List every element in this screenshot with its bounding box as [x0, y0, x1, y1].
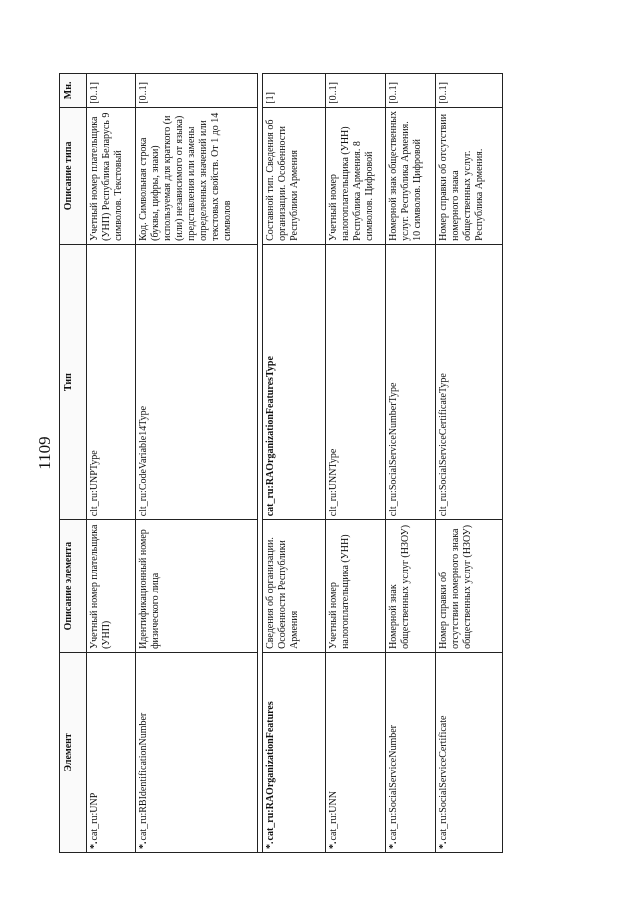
row-marker: *.: [89, 841, 100, 849]
element-name: cat_ru:SocialServiceCertificate: [438, 715, 449, 841]
table-row: [436, 74, 503, 853]
cell-type: clt_ru:SocialServiceNumberType: [386, 244, 436, 519]
page-number: 1109: [35, 436, 54, 470]
element-name: cat_ru:RBIdentificationNumber: [138, 712, 149, 841]
cell-element: [87, 652, 136, 852]
cell-element: [386, 652, 436, 852]
row-marker: *.: [328, 841, 339, 849]
cell-element: [263, 652, 326, 852]
cell-element-desc: Учетный номер налогоплательщика (УНН): [326, 520, 386, 653]
cell-multiplicity: [1]: [263, 74, 326, 108]
cell-element: [326, 652, 386, 852]
table-row: [263, 74, 326, 853]
row-marker: *.: [438, 841, 449, 849]
cell-multiplicity: [0..1]: [326, 74, 386, 108]
cell-element-desc: Учетный номер плательщика (УНП): [87, 520, 136, 653]
row-marker: *.: [265, 841, 276, 849]
table-header-row: [60, 74, 87, 853]
header-type-desc: Описание типа: [60, 107, 87, 244]
cell-element-desc: Номерной знак общественных услуг (НЗОУ): [386, 520, 436, 653]
cell-element: [136, 652, 258, 852]
cell-type: clt_ru:SocialServiceCertificateType: [436, 244, 503, 519]
element-name: cat_ru:UNP: [89, 792, 100, 841]
table-row: [326, 74, 386, 853]
table-row: [386, 74, 436, 853]
cell-multiplicity: [0..1]: [386, 74, 436, 108]
schema-table: [59, 73, 503, 853]
cell-type-desc: Учетный номер налогоплательщика (УНН) Республика Армения. 8 символов. Цифровой: [326, 107, 386, 244]
element-name: cat_ru:RAOrganizationFeatures: [265, 701, 276, 841]
cell-element-desc: Идентификационный номер физического лица: [136, 520, 258, 653]
cell-type-desc: Код. Символьная строка (буквы, цифры, знаки) используемая для краткого (и (или) независимого от языка) представления или замены определенных значений или текстовых свойств. От 1 до 14 символов: [136, 107, 258, 244]
rotated-table-container: [59, 73, 547, 853]
cell-type-desc: Составной тип. Сведения об организации. Особенности Республики Армения: [263, 107, 326, 244]
element-name: cat_ru:UNN: [328, 791, 339, 841]
cell-multiplicity: [0..1]: [87, 74, 136, 108]
header-element: Элемент: [60, 652, 87, 852]
cell-type-desc: Номер справки об отсутствии номерного знака общественных услуг. Республика Армения.: [436, 107, 503, 244]
cell-multiplicity: [0..1]: [136, 74, 258, 108]
row-marker: *.: [388, 841, 399, 849]
header-type: Тип: [60, 244, 87, 519]
cell-type: clt_ru:UNNType: [326, 244, 386, 519]
header-element-desc: Описание элемента: [60, 520, 87, 653]
cell-type: clt_ru:CodeVariable14Type: [136, 244, 258, 519]
row-marker: *.: [138, 841, 149, 849]
cell-multiplicity: [0..1]: [436, 74, 503, 108]
cell-element: [436, 652, 503, 852]
cell-element-desc: Номер справки об отсутствии номерного знака общественных услуг (НЗОУ): [436, 520, 503, 653]
element-name: cat_ru:SocialServiceNumber: [388, 724, 399, 841]
header-multiplicity: Мн.: [60, 74, 87, 108]
cell-type: clt_ru:UNPType: [87, 244, 136, 519]
cell-type: cat_ru:RAOrganizationFeaturesType: [263, 244, 326, 519]
table-row: [87, 74, 136, 853]
cell-type-desc: Номерной знак общественных услуг. Республика Армения. 10 символов. Цифровой: [386, 107, 436, 244]
table-row: [136, 74, 258, 853]
cell-type-desc: Учетный номер плательщика (УНП) Республика Беларусь 9 символов. Текстовый: [87, 107, 136, 244]
cell-element-desc: Сведения об организации. Особенности Республики Армения: [263, 520, 326, 653]
